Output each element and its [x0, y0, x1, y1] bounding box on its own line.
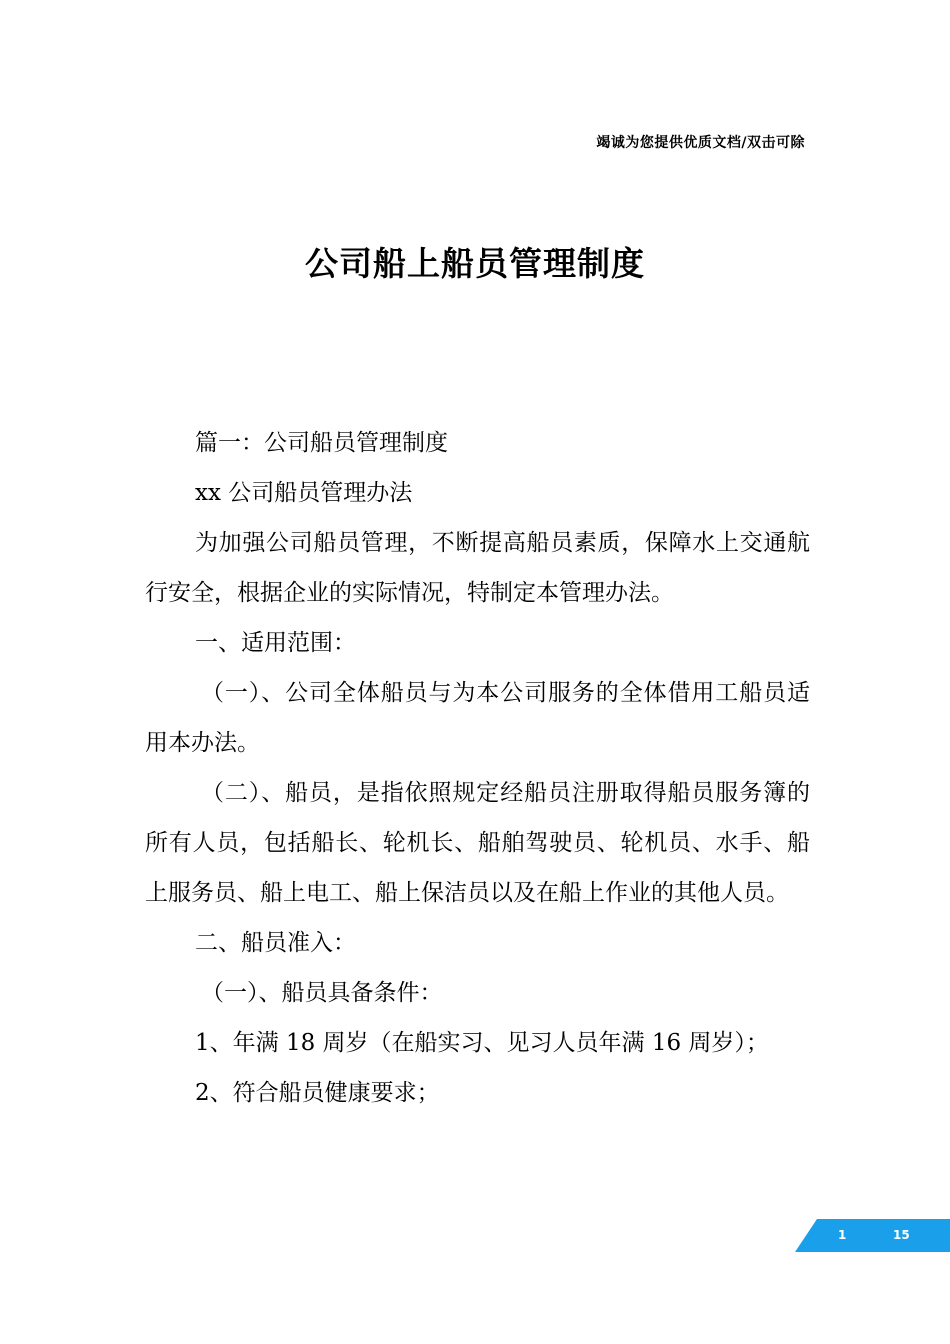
paragraph: （一）、船员具备条件：: [201, 980, 443, 1006]
paragraph: 1、年满 18 周岁（在船实习、见习人员年满 16 周岁）；: [195, 1030, 769, 1056]
paragraph: 2、符合船员健康要求；: [195, 1080, 440, 1106]
paragraph: 为加强公司船员管理，不断提高船员素质，保障水上交通航行安全，根据企业的实际情况，特制定本管理办法。: [145, 530, 810, 606]
document-body: [145, 418, 810, 1118]
total-pages: 15: [893, 1228, 910, 1242]
page-number: 1: [838, 1228, 847, 1242]
paragraph: 篇一：公司船员管理制度: [195, 430, 448, 456]
page-indicator-tab: [795, 1219, 950, 1252]
paragraph: （二）、船员，是指依照规定经船员注册取得船员服务簿的所有人员，包括船长、轮机长、船舶驾驶员、轮机员、水手、船上服务员、船上电工、船上保洁员以及在船上作业的其他人员。: [145, 780, 810, 906]
paragraph: （一）、公司全体船员与为本公司服务的全体借用工船员适用本办法。: [145, 680, 810, 756]
paragraph: 一、适用范围：: [195, 630, 356, 656]
paragraph: xx 公司船员管理办法: [195, 480, 413, 506]
document-title: 公司船上船员管理制度: [305, 244, 645, 283]
header-note: 竭诚为您提供优质文档/双击可除: [596, 135, 805, 151]
paragraph: 二、船员准入：: [195, 930, 356, 956]
